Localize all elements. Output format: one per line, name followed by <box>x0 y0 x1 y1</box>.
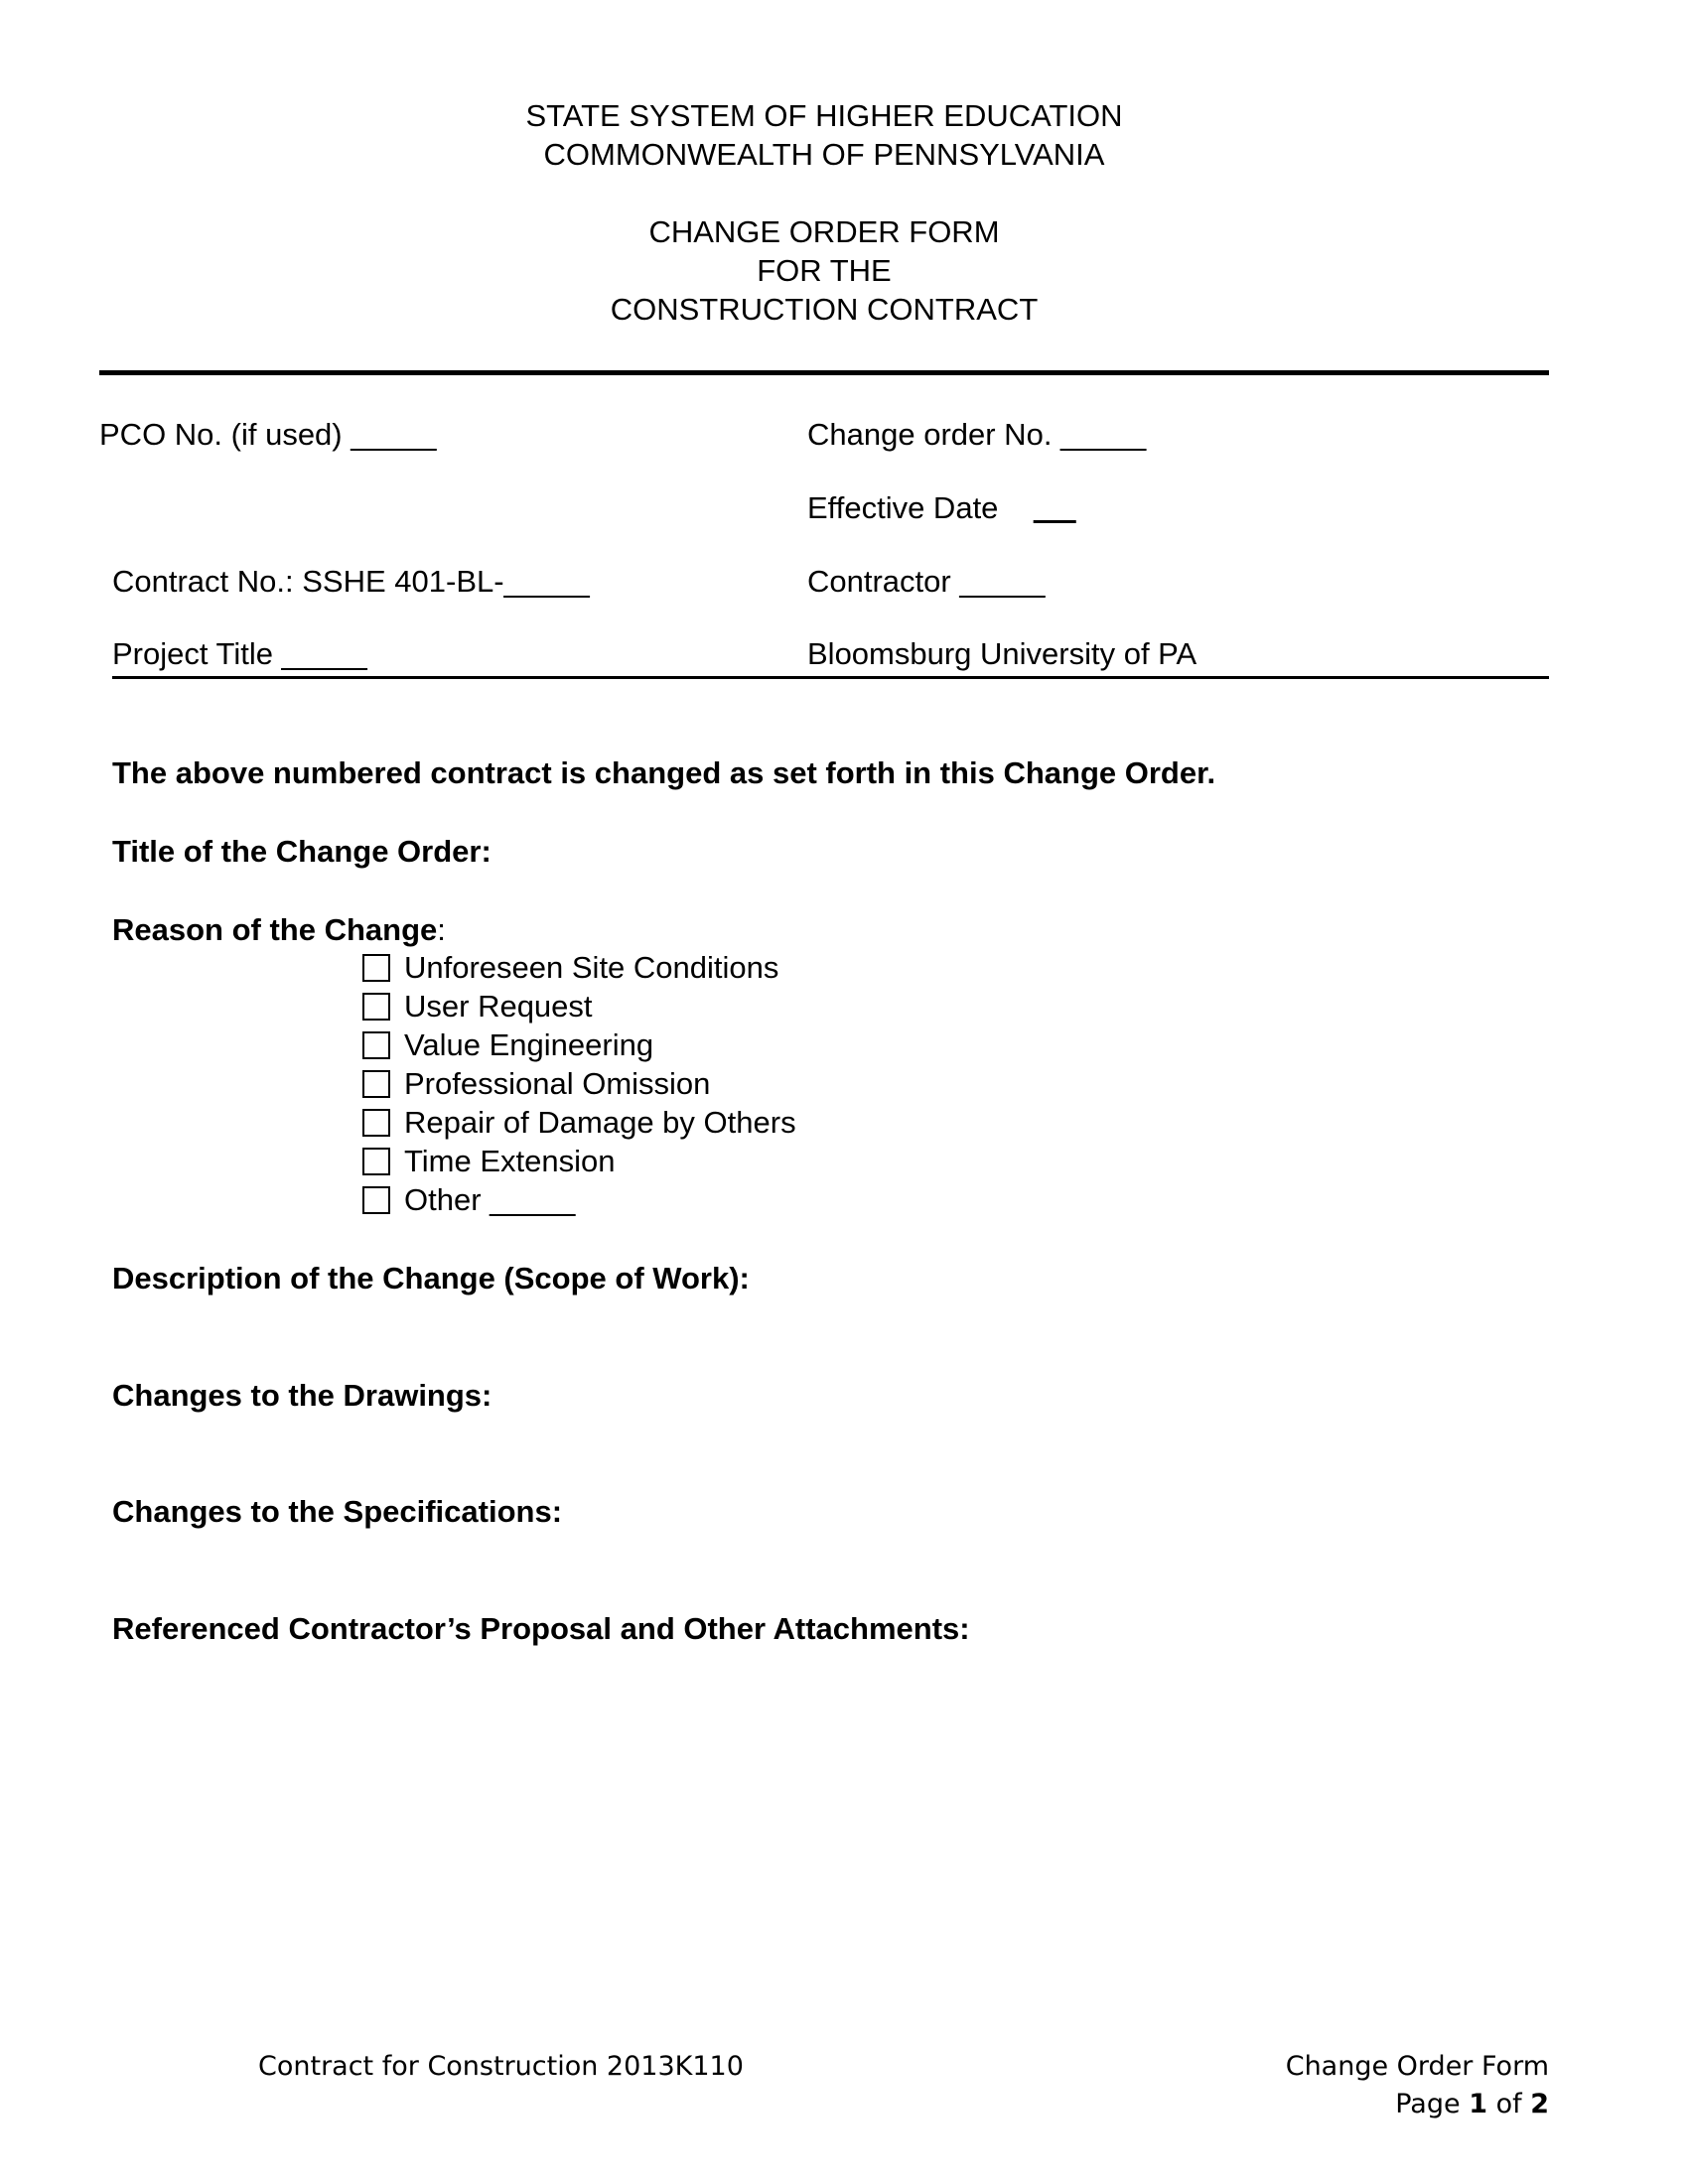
attachments-heading: Referenced Contractor’s Proposal and Other Attachments: <box>112 1611 970 1646</box>
reason-option-unforeseen-site-conditions <box>362 948 796 987</box>
page-of: of <box>1495 2089 1522 2119</box>
reason-of-change-label: Reason of the Change <box>112 912 438 947</box>
project-title-field: Project Title _____ <box>112 636 367 671</box>
checkbox-repair-of-damage[interactable] <box>362 1109 390 1137</box>
effective-date-label: Effective Date <box>807 490 999 525</box>
reason-option-repair-of-damage <box>362 1103 796 1142</box>
reason-option-time-extension <box>362 1142 796 1180</box>
checkbox-other[interactable] <box>362 1186 390 1214</box>
contractor-field: Contractor _____ <box>807 564 1046 599</box>
footer-contract-reference: Contract for Construction 2013K110 <box>258 2051 744 2082</box>
university-name: Bloomsburg University of PA <box>807 636 1197 671</box>
checkbox-time-extension[interactable] <box>362 1148 390 1175</box>
reason-of-change-heading <box>112 910 446 950</box>
intro-statement: The above numbered contract is changed as set forth in this Change Order. <box>112 755 1216 790</box>
checkbox-unforeseen-site-conditions[interactable] <box>362 954 390 982</box>
effective-date-blank <box>1034 490 1076 525</box>
fields-divider <box>112 676 1549 679</box>
reason-option-label: Professional Omission <box>404 1066 711 1101</box>
page-current: 1 <box>1469 2089 1487 2119</box>
form-title-line-3: CONSTRUCTION CONTRACT <box>610 292 1039 327</box>
reason-option-label: Other _____ <box>404 1182 576 1217</box>
reason-option-label: Unforeseen Site Conditions <box>404 950 779 985</box>
contract-number-field: Contract No.: SSHE 401-BL-_____ <box>112 564 590 599</box>
reason-option-user-request <box>362 987 796 1025</box>
header-divider <box>99 370 1549 375</box>
reason-option-other <box>362 1180 796 1219</box>
reason-option-professional-omission <box>362 1064 796 1103</box>
drawings-heading: Changes to the Drawings: <box>112 1378 492 1413</box>
checkbox-value-engineering[interactable] <box>362 1031 390 1059</box>
checkbox-user-request[interactable] <box>362 993 390 1021</box>
reason-colon: : <box>437 912 446 947</box>
description-heading: Description of the Change (Scope of Work): <box>112 1261 750 1296</box>
effective-date-field <box>807 488 1076 528</box>
header-line-1: STATE SYSTEM OF HIGHER EDUCATION <box>525 98 1123 133</box>
header-line-2: COMMONWEALTH OF PENNSYLVANIA <box>543 137 1105 172</box>
reason-option-label: Value Engineering <box>404 1027 654 1062</box>
page-total: 2 <box>1530 2089 1549 2119</box>
form-title-line-1: CHANGE ORDER FORM <box>648 214 1000 249</box>
title-of-change-heading: Title of the Change Order: <box>112 834 492 869</box>
checkbox-professional-omission[interactable] <box>362 1070 390 1098</box>
footer-page-number <box>1395 2086 1549 2123</box>
reason-option-label: User Request <box>404 989 593 1024</box>
reason-option-label: Repair of Damage by Others <box>404 1105 796 1140</box>
reason-option-label: Time Extension <box>404 1144 616 1178</box>
change-order-number-field: Change order No. _____ <box>807 417 1147 452</box>
form-title-line-2: FOR THE <box>757 253 892 288</box>
specifications-heading: Changes to the Specifications: <box>112 1494 563 1529</box>
page-word: Page <box>1395 2089 1461 2119</box>
reason-checkbox-list <box>362 948 796 1219</box>
reason-option-value-engineering <box>362 1025 796 1064</box>
pco-number-field: PCO No. (if used) _____ <box>99 417 437 452</box>
footer-form-name: Change Order Form <box>1285 2051 1549 2082</box>
